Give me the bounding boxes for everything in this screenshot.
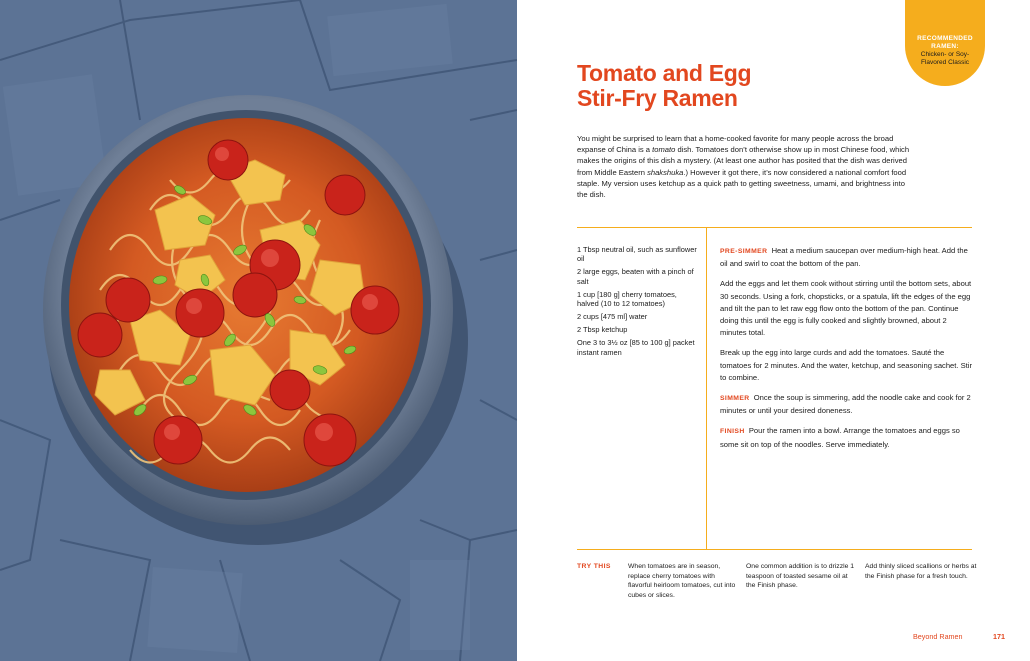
method-steps <box>720 245 972 459</box>
step-simmer <box>720 392 972 417</box>
divider-bottom <box>577 549 972 550</box>
recipe-title <box>577 61 877 111</box>
title-line-1: Tomato and Egg <box>577 60 752 86</box>
ingredient-item: 2 Tbsp ketchup <box>577 325 628 335</box>
intro-emphasis-1: tomato <box>652 145 676 155</box>
ingredient-item: 2 large eggs, beaten with a pinch of salt <box>577 267 694 286</box>
ingredient-item: 2 cups [475 ml] water <box>577 312 648 322</box>
intro-emphasis-2: shakshuka <box>647 167 684 177</box>
step-pre-simmer <box>720 245 972 270</box>
try-this-tip: One common addition is to drizzle 1 teaspoon of toasted sesame oil at the Finish phase. <box>746 563 855 590</box>
step-text-pre-simmer: Heat a medium saucepan over medium-high heat. Add the oil and swirl to coat the bottom of the pan. <box>720 246 968 269</box>
badge-label: RECOMMENDED RAMEN: <box>917 35 973 50</box>
divider-column <box>706 227 707 549</box>
step-finish <box>720 425 972 450</box>
ingredient-item: 1 cup [180 g] cherry tomatoes, halved (10 to 12 tomatoes) <box>577 289 677 309</box>
intro-text-1: You might be surprised to learn that a home-cooked favorite for many people across the broad expanse of China is a <box>577 134 894 155</box>
recommended-ramen-badge <box>905 0 985 86</box>
try-this-tip: When tomatoes are in season, replace cherry tomatoes with flavorful heirloom tomatoes, cut into cubes or slices. <box>628 563 736 599</box>
title-line-2: Stir-Fry Ramen <box>577 85 738 111</box>
intro-text-3: .) However it got there, it’s now considered a national comfort food staple. My version uses ketchup as a quick path to getting sweetness, umami, and brightness into the dish. <box>577 167 907 200</box>
step-label-finish: FINISH <box>720 428 745 436</box>
divider-top <box>577 227 972 228</box>
ingredient-item: One 3 to 3½ oz [85 to 100 g] packet instant ramen <box>577 338 695 357</box>
step-tomatoes <box>720 347 972 384</box>
try-this-tip: Add thinly sliced scallions or herbs at the Finish phase for a fresh touch. <box>865 563 977 580</box>
step-label-pre-simmer: PRE-SIMMER <box>720 248 768 255</box>
step-text-tomatoes: Break up the egg into large curds and add the tomatoes. Sauté the tomatoes for 2 minutes. And the water, ketchup, and seasoning sachet. Stir to combine. <box>720 348 973 382</box>
try-this-label: TRY THIS <box>577 563 611 570</box>
badge-value: Chicken- or Soy-Flavored Classic <box>920 51 970 66</box>
step-eggs <box>720 278 972 339</box>
step-label-simmer: SIMMER <box>720 395 750 403</box>
ingredients-list <box>577 245 697 361</box>
footer-section-title: Beyond Ramen <box>913 632 963 641</box>
ingredient-item: 1 Tbsp neutral oil, such as sunflower oil <box>577 245 697 264</box>
page-number: 171 <box>993 632 1005 641</box>
step-text-simmer: Once the soup is simmering, add the noodle cake and cook for 2 minutes or until your desired doneness. <box>720 393 971 416</box>
step-text-eggs: Add the eggs and let them cook without stirring until the bottom sets, about 30 seconds. Using a fork, chopsticks, or a spatula, lift the edges of the egg and tilt the pan to let raw egg flow onto the bottom of the pan. Continue doing this until the egg is fully cooked and slightly browned, about 2 minutes total. <box>720 279 972 338</box>
step-text-finish: Pour the ramen into a bowl. Arrange the tomatoes and eggs so some sit on top of the noodles. Serve immediately. <box>720 426 960 449</box>
recipe-intro <box>577 133 912 200</box>
intro-text-2: dish. Tomatoes don’t otherwise show up in most Chinese food, which makes the origins of this dish a mystery. (At least one author has posited that the dish was derived from Middle Eastern <box>577 145 910 177</box>
